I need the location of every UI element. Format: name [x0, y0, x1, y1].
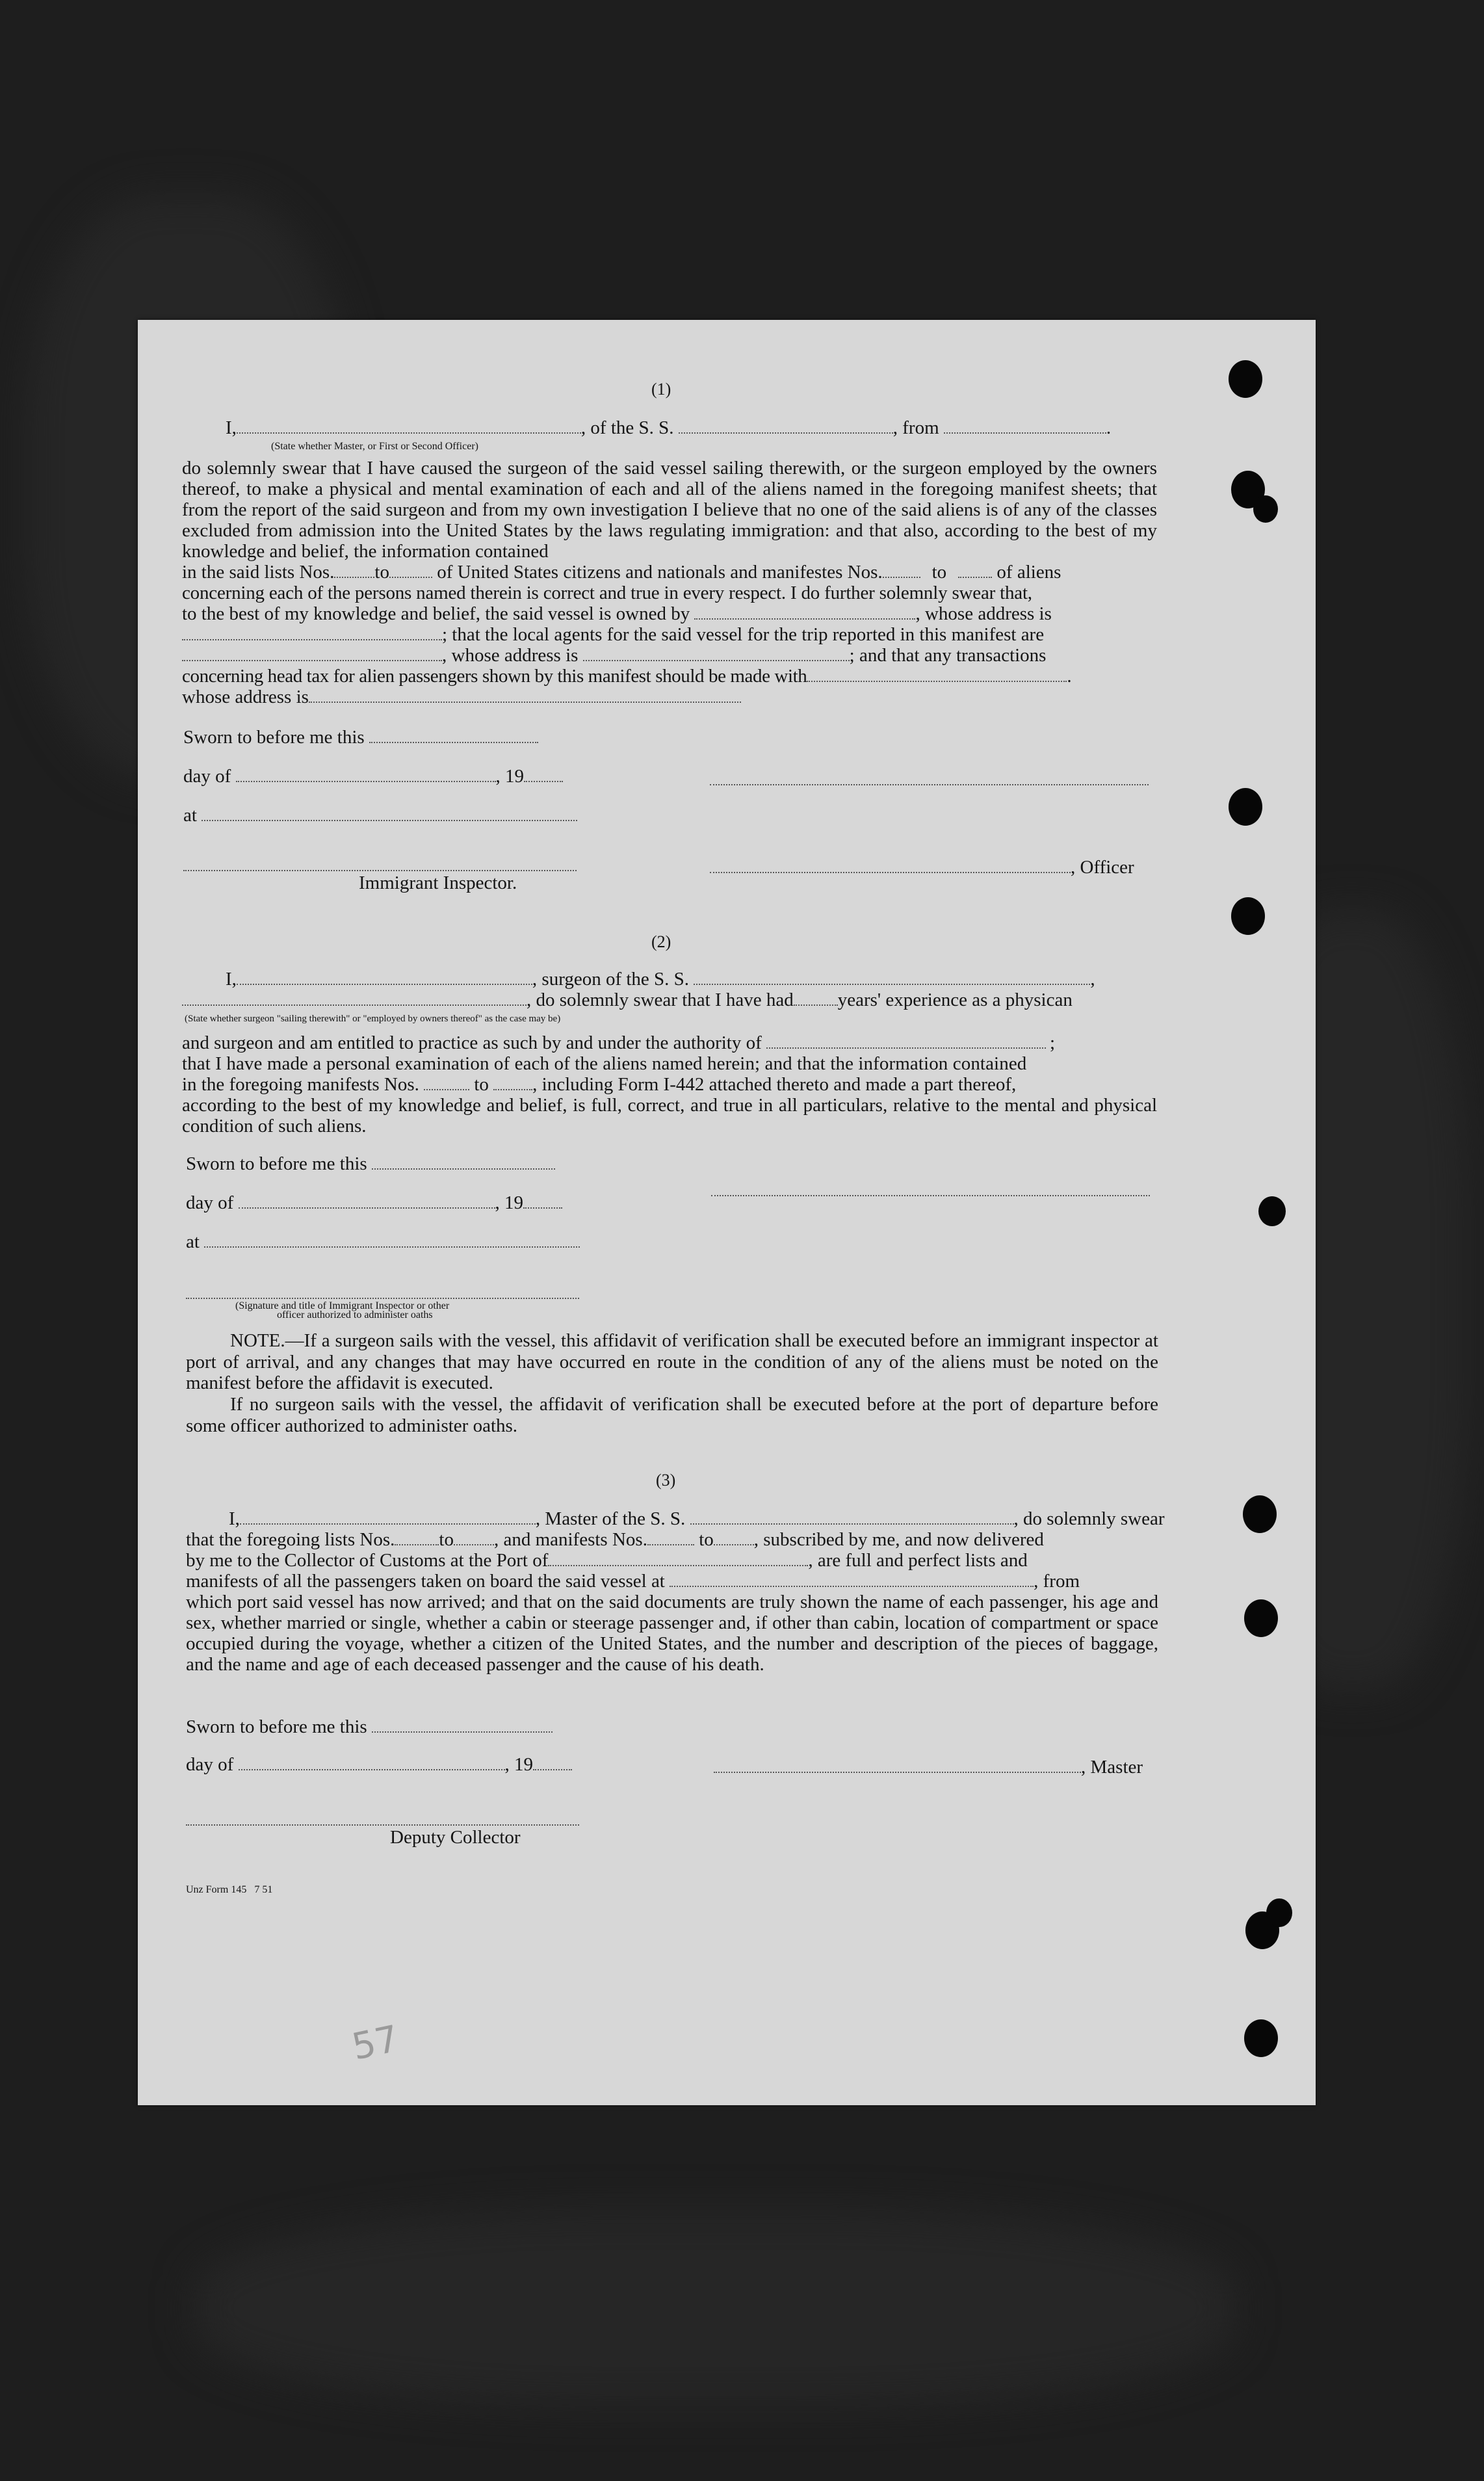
day-of-label: day of	[186, 1192, 234, 1213]
year-label: , 19	[495, 1192, 524, 1213]
officer-label: , Officer	[1071, 857, 1134, 878]
day-of-blank[interactable]	[239, 1755, 505, 1770]
delivered-label: , subscribed by me, and now delivered	[753, 1529, 1044, 1550]
agents-address-label: , whose address is	[442, 645, 579, 666]
note-text-2: If no surgeon sails with the vessel, the affidavit of verification shall be executed before at the port of departure before some officer authorized to administer oaths.	[186, 1394, 1158, 1436]
officer-rank-blank[interactable]	[237, 418, 581, 434]
departure-port-blank[interactable]	[944, 418, 1106, 434]
list-from-blank[interactable]	[395, 1530, 439, 1545]
note-paragraph-2	[186, 1394, 1158, 1436]
head-tax-line	[182, 666, 1071, 687]
punch-hole	[1243, 1495, 1277, 1533]
experience-label: years' experience as a physican	[837, 990, 1073, 1010]
owned-line	[182, 603, 1052, 624]
ship-name-blank[interactable]	[694, 969, 1090, 985]
collector-signature-line[interactable]	[186, 1824, 579, 1826]
owner-address-blank[interactable]	[182, 625, 442, 640]
at-label: at	[186, 1231, 200, 1252]
authority-label: and surgeon and am entitled to practice as such by and under the authority of	[182, 1032, 762, 1053]
boarded-label: manifests of all the passengers taken on board the said vessel at	[186, 1571, 665, 1592]
manifest-from-blank[interactable]	[424, 1075, 469, 1090]
port-blank[interactable]	[548, 1551, 808, 1566]
at-2	[186, 1231, 580, 1252]
surgeon-name-blank[interactable]	[237, 969, 532, 985]
punch-hole	[1258, 1196, 1286, 1226]
at-blank[interactable]	[204, 1232, 580, 1248]
at-label: at	[183, 805, 197, 826]
inspector-signature-line[interactable]	[183, 870, 577, 871]
signature-instruction-1: (Signature and title of Immigrant Inspector or other	[235, 1300, 450, 1311]
form-number: Unz Form 145 7 51	[186, 1884, 273, 1895]
day-of-blank[interactable]	[236, 767, 496, 782]
at-1	[183, 805, 577, 826]
year-label: , 19	[495, 766, 525, 787]
to-label: to	[474, 1074, 489, 1095]
label-i: I,	[226, 969, 237, 990]
pencil-mark: 57	[348, 2017, 403, 2069]
surgeon-of-label: , surgeon of the S. S.	[532, 969, 690, 990]
head-tax-address-blank[interactable]	[309, 687, 741, 703]
signature-line[interactable]	[710, 784, 1149, 785]
documents-paragraph: which port said vessel has now arrived; and that on the said documents are truly shown the name of each passenger, his age and sex, whether married or single, whether a cabin or steerage passenger and, if other than cabin, location of compartment or space occupied during the voyage, whether a citizen of the United States, and the number and description of the pieces of baggage, and the name and age of each deceased passenger and the cause of his death.	[186, 1592, 1158, 1675]
sworn-date-blank[interactable]	[372, 1154, 555, 1170]
punch-hole	[1244, 1599, 1278, 1637]
aliens-label: of aliens	[996, 562, 1061, 583]
master-label: , Master	[1081, 1757, 1143, 1778]
lists-line-3	[186, 1529, 1044, 1550]
semicolon: ;	[1050, 1032, 1056, 1053]
day-of-label: day of	[186, 1754, 234, 1775]
master-of-label: , Master of the S. S.	[535, 1508, 686, 1529]
agents-address-blank[interactable]	[583, 646, 850, 661]
ship-name-blank[interactable]	[690, 1509, 1014, 1525]
label-i: I,	[229, 1508, 240, 1529]
day-of-label: day of	[183, 766, 231, 787]
note-paragraph-1	[186, 1330, 1158, 1394]
punch-hole	[1244, 2019, 1278, 2057]
master-signature-line	[714, 1757, 1143, 1778]
section-3-number: (3)	[656, 1471, 676, 1490]
years-blank[interactable]	[794, 990, 838, 1006]
section-2-second-line	[182, 990, 1073, 1010]
authority-line	[182, 1032, 1055, 1053]
officer-line	[710, 857, 1134, 878]
section-1-body	[182, 458, 1157, 562]
to-label: to	[439, 1529, 454, 1550]
manifests-line	[182, 1074, 1016, 1095]
full-lists-label: , are full and perfect lists and	[808, 1550, 1028, 1571]
punch-hole	[1253, 495, 1278, 523]
lists-label: that the foregoing lists Nos.	[186, 1529, 395, 1550]
owner-blank[interactable]	[694, 604, 915, 620]
ship-name-blank[interactable]	[679, 418, 893, 434]
port-label: by me to the Collector of Customs at the Port of	[186, 1550, 549, 1571]
rank-instruction: (State whether Master, or First or Second Officer)	[271, 441, 478, 452]
from-label: , from	[1034, 1571, 1080, 1592]
officer-signature-blank[interactable]	[710, 858, 1071, 873]
year-blank[interactable]	[523, 1193, 562, 1209]
belief-paragraph: according to the best of my knowledge and belief, is full, correct, and true in all particulars, relative to the mental and physical condition of such aliens.	[182, 1095, 1157, 1137]
signature-instruction-2: officer authorized to administer oaths	[277, 1309, 433, 1320]
examination-line: that I have made a personal examination of each of the aliens named herein; and that the information contained	[182, 1053, 1027, 1074]
authority-blank[interactable]	[766, 1033, 1046, 1049]
transactions-label: ; and that any transactions	[849, 645, 1047, 666]
list-to-blank[interactable]	[454, 1530, 494, 1545]
to-label: to	[699, 1529, 714, 1550]
year-blank[interactable]	[524, 767, 563, 782]
swear-label: , do solemnly swear that I have had	[527, 990, 794, 1010]
year-blank[interactable]	[533, 1755, 572, 1770]
head-tax-label: concerning head tax for alien passengers shown by this manifest should be made with	[182, 666, 807, 687]
punch-hole	[1229, 360, 1262, 398]
sworn-date-blank[interactable]	[369, 728, 538, 743]
sworn-date-blank[interactable]	[372, 1717, 553, 1733]
section-1-number: (1)	[651, 380, 671, 399]
day-of-2	[186, 1192, 562, 1213]
section-2-number: (2)	[651, 932, 671, 951]
manifests-label: in the foregoing manifests Nos.	[182, 1074, 419, 1095]
signature-line[interactable]	[711, 1195, 1150, 1196]
form-label: , including Form I-442 attached thereto and made a part thereof,	[532, 1074, 1017, 1095]
further-swear-line: concerning each of the persons named therein is correct and true in every respect. I do further solemnly swear that,	[182, 583, 1032, 603]
manifest-from-blank[interactable]	[647, 1530, 694, 1545]
agents-label: ; that the local agents for the said vessel for the trip reported in this manifest are	[442, 624, 1045, 645]
day-of-1	[183, 766, 563, 787]
day-of-3	[186, 1754, 572, 1775]
boarded-port-blank[interactable]	[670, 1571, 1034, 1587]
day-of-blank[interactable]	[239, 1193, 495, 1209]
period: .	[1067, 666, 1072, 687]
to-label: to	[374, 562, 389, 583]
manifest-to-blank[interactable]	[714, 1530, 754, 1545]
boarded-line	[186, 1571, 1080, 1592]
owned-by-label: to the best of my knowledge and belief, the said vessel is owned by	[182, 603, 690, 624]
list-to-blank[interactable]	[389, 562, 432, 578]
whose-address-line	[182, 687, 741, 707]
punch-hole	[1266, 1898, 1292, 1927]
swear-label: , do solemnly swear	[1013, 1508, 1165, 1529]
manifests-label: , and manifests Nos.	[493, 1529, 647, 1550]
punch-hole	[1231, 897, 1265, 935]
deputy-collector-label: Deputy Collector	[390, 1827, 521, 1848]
year-label: , 19	[504, 1754, 534, 1775]
comma: ,	[1090, 969, 1095, 990]
oath-paragraph: do solemnly swear that I have caused the surgeon of the said vessel sailing therewith, or the surgeon employed by the owners thereof, to make a physical and mental examination of each and all of the aliens named in the foregoing manifest sheets; that from the report of the said surgeon and from my own investigation I believe that no one of the said aliens is of any of the classes excluded from admission into the United States by the laws regulating immigration: and that also, according to the best of my knowledge and belief, the information contained	[182, 458, 1157, 562]
note-text-1: NOTE.—If a surgeon sails with the vessel, this affidavit of verification shall be executed before an immigrant inspector at port of arrival, and any changes that may have occurred en route in the condition of any of the aliens must be noted on the manifest before the affidavit is executed.	[186, 1330, 1158, 1393]
surgeon-status-blank[interactable]	[182, 990, 527, 1006]
background-texture	[195, 2211, 1235, 2406]
sworn-2	[186, 1153, 555, 1174]
sworn-3	[186, 1716, 553, 1737]
master-signature-blank[interactable]	[714, 1757, 1081, 1773]
port-line	[186, 1550, 1028, 1571]
label-from: , from	[892, 417, 939, 438]
punch-hole	[1229, 788, 1262, 826]
to-label: to	[931, 562, 947, 583]
list-from-blank[interactable]	[334, 562, 374, 578]
owner-address-label: , whose address is	[915, 603, 1052, 624]
agents-blank[interactable]	[182, 646, 442, 661]
agents-line	[182, 624, 1044, 645]
immigrant-inspector-label: Immigrant Inspector.	[359, 873, 517, 893]
section-2-first-line	[226, 969, 1095, 990]
lists-line	[182, 562, 1061, 583]
master-name-blank[interactable]	[240, 1509, 536, 1525]
agents-address-line	[182, 645, 1046, 666]
label-of-ss: , of the S. S.	[580, 417, 674, 438]
period: .	[1106, 417, 1112, 438]
surgeon-instruction: (State whether surgeon "sailing therewith" or "employed by owners thereof" as the case may be)	[185, 1014, 561, 1024]
manifest-to-blank[interactable]	[493, 1075, 532, 1090]
citizens-label: of United States citizens and nationals and manifestes Nos.	[437, 562, 883, 583]
lists-label: in the said lists Nos.	[182, 562, 335, 583]
whose-address-label: whose address is	[182, 687, 309, 707]
label-i: I,	[226, 417, 237, 438]
at-blank[interactable]	[202, 806, 577, 821]
inspector-signature-line[interactable]	[186, 1298, 579, 1299]
head-tax-blank[interactable]	[807, 666, 1067, 682]
sworn-1	[183, 727, 538, 748]
sworn-label: Sworn to before me this	[183, 727, 365, 748]
section-3-first-line	[229, 1508, 1165, 1529]
manifest-to-blank[interactable]	[958, 562, 992, 578]
sworn-label: Sworn to before me this	[186, 1153, 367, 1174]
manifest-from-blank[interactable]	[883, 562, 920, 578]
section-1-first-line	[226, 417, 1111, 438]
sworn-label: Sworn to before me this	[186, 1716, 367, 1737]
form-page	[138, 320, 1316, 2105]
